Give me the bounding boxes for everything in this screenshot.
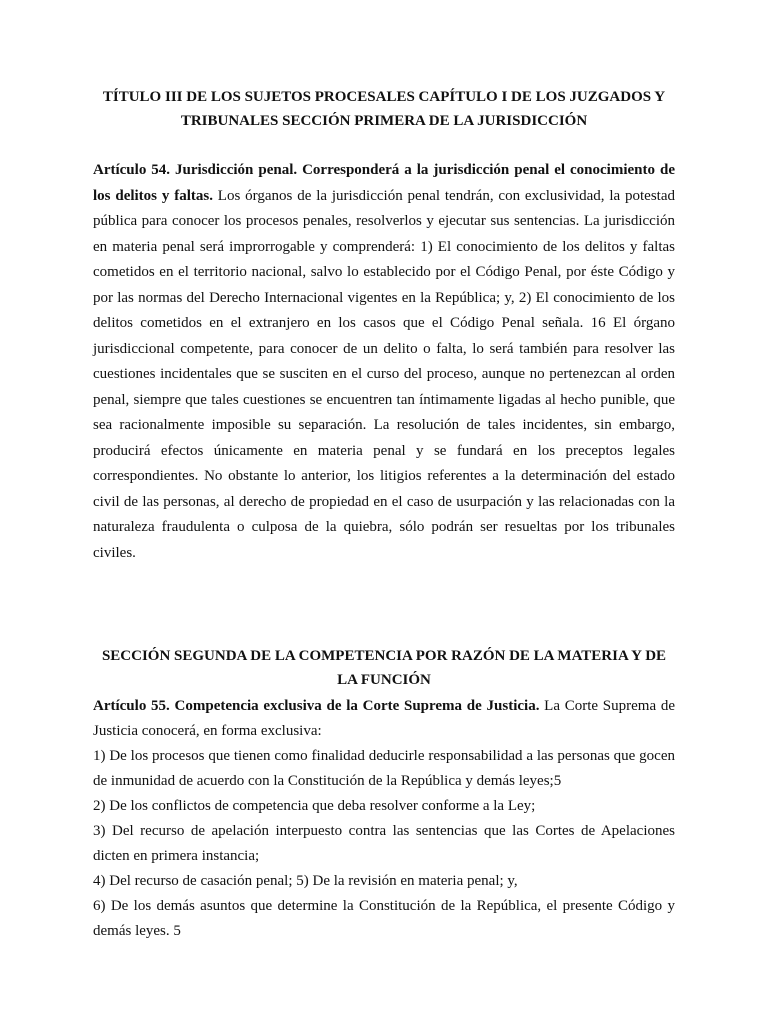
article-55-lead: Artículo 55. Competencia exclusiva de la Corte Suprema de Justicia. <box>93 698 540 714</box>
article-54-lead: Artículo 54. Jurisdicción penal. Corresponderá a la jurisdicción penal el conocimiento de los delitos y faltas. <box>93 162 675 204</box>
list-item: 1) De los procesos que tienen como finalidad deducirle responsabilidad a las personas que gocen de inmunidad de acuerdo con la Constitución de la República y demás leyes;5 <box>93 748 675 789</box>
spacer <box>93 133 675 158</box>
article-54-paragraph <box>93 158 675 566</box>
list-item: 2) De los conflictos de competencia que deba resolver conforme a la Ley; <box>93 798 536 814</box>
list-item: 4) Del recurso de casación penal; 5) De la revisión en materia penal; y, <box>93 873 518 889</box>
list-item: 6) De los demás asuntos que determine la Constitución de la República, el presente Código y demás leyes. 5 <box>93 898 675 939</box>
list-item: 3) Del recurso de apelación interpuesto contra las sentencias que las Cortes de Apelaciones dicten en primera instancia; <box>93 823 675 864</box>
article-55-paragraph <box>93 694 675 744</box>
spacer <box>93 566 675 644</box>
document-page <box>93 85 675 944</box>
article-54-body: Los órganos de la jurisdicción penal tendrán, con exclusividad, la potestad pública para conocer los procesos penales, resolverlos y ejecutar sus sentencias. La jurisdicción en materia penal será improrrogable y comprenderá: 1) El conocimiento de los delitos y faltas cometidos en el territorio nacional, salvo lo establecido por el Código Penal, por éste Código y por las normas del Derecho Internacional vigentes en la República; y, 2) El conocimiento de los delitos cometidos en el extranjero en los casos que el Código Penal señala. 16 El órgano jurisdiccional competente, para conocer de un delito o falta, lo será también para resolver las cuestiones incidentales que se susciten en el curso del proceso, aunque no pertenezcan al orden penal, siempre que tales cuestiones se encuentren tan íntimamente ligadas al hecho punible, que sea racionalmente imposible su separación. La resolución de tales incidentes, sin embargo, producirá efectos únicamente en materia penal y se fundará en los preceptos legales correspondientes. No obstante lo anterior, los litigios referentes a la determinación del estado civil de las personas, al derecho de propiedad en el caso de usurpación y las relacionadas con la naturaleza fraudulenta o culposa de la quiebra, sólo podrán ser resueltas por los tribunales civiles. <box>93 187 675 561</box>
section2-heading: SECCIÓN SEGUNDA DE LA COMPETENCIA POR RAZÓN DE LA MATERIA Y DE LA FUNCIÓN <box>101 648 667 688</box>
section1-heading: TÍTULO III DE LOS SUJETOS PROCESALES CAPÍTULO I DE LOS JUZGADOS Y TRIBUNALES SECCIÓN PRIMERA DE LA JURISDICCIÓN <box>102 89 666 129</box>
article-55-intro: La Corte Suprema de Justicia conocerá, en forma exclusiva: <box>93 698 676 739</box>
